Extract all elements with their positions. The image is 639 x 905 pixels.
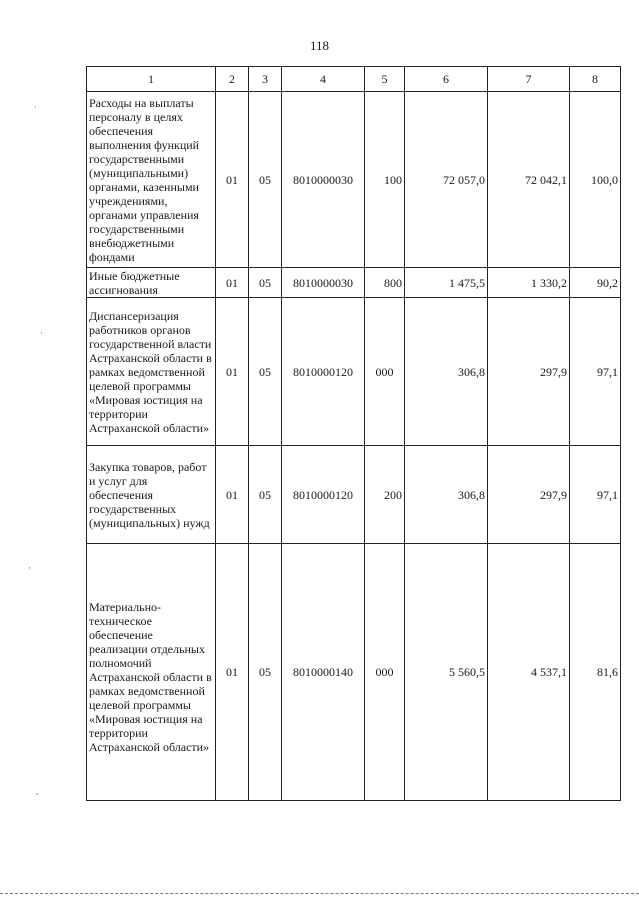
row-expense-type: 100 — [365, 92, 405, 268]
row-description: Расходы на выплаты персоналу в целях обеспечения выполнения функций государственными (муниципальными) органами, казенными учреждениями, органами управления государственными внебюджетными фондами — [87, 92, 216, 268]
row-subsection: 05 — [249, 268, 282, 298]
row-executed: 297,9 — [488, 298, 570, 446]
row-percent: 97,1 — [570, 446, 621, 544]
row-target-article: 8010000030 — [282, 268, 365, 298]
row-target-article: 8010000030 — [282, 92, 365, 268]
scan-speck: , — [36, 786, 39, 796]
row-description: Иные бюджетные ассигнования — [87, 268, 216, 298]
row-section: 01 — [216, 446, 249, 544]
scan-speck: · — [40, 328, 43, 338]
row-subsection: 05 — [249, 446, 282, 544]
row-expense-type: 200 — [365, 446, 405, 544]
row-executed: 297,9 — [488, 446, 570, 544]
bottom-scan-edge — [0, 893, 639, 894]
table-row — [87, 544, 621, 801]
row-description: Материально-техническое обеспечение реализации отдельных полномочий Астраханской области в рамках ведомственной целевой программы «Мировая юстиция на территории Астраханской области» — [87, 544, 216, 801]
row-subsection: 05 — [249, 544, 282, 801]
row-expense-type: 000 — [365, 298, 405, 446]
header-cell-8: 8 — [570, 67, 621, 92]
row-executed: 4 537,1 — [488, 544, 570, 801]
row-planned: 72 057,0 — [405, 92, 488, 268]
row-section: 01 — [216, 544, 249, 801]
header-row — [87, 67, 621, 92]
header-cell-6: 6 — [405, 67, 488, 92]
budget-table — [86, 66, 621, 801]
row-planned: 1 475,5 — [405, 268, 488, 298]
row-description: Диспансеризация работников органов государственной власти Астраханской области в рамках ведомственной целевой программы «Мировая юстиция на территории Астраханской области» — [87, 298, 216, 446]
header-cell-7: 7 — [488, 67, 570, 92]
header-cell-3: 3 — [249, 67, 282, 92]
row-section: 01 — [216, 268, 249, 298]
row-percent: 100,0 — [570, 92, 621, 268]
header-cell-5: 5 — [365, 67, 405, 92]
row-target-article: 8010000120 — [282, 298, 365, 446]
row-planned: 306,8 — [405, 446, 488, 544]
row-executed: 1 330,2 — [488, 268, 570, 298]
row-expense-type: 000 — [365, 544, 405, 801]
row-target-article: 8010000140 — [282, 544, 365, 801]
row-section: 01 — [216, 92, 249, 268]
scan-speck: · — [34, 102, 37, 112]
row-expense-type: 800 — [365, 268, 405, 298]
row-planned: 5 560,5 — [405, 544, 488, 801]
row-section: 01 — [216, 298, 249, 446]
row-percent: 97,1 — [570, 298, 621, 446]
header-cell-2: 2 — [216, 67, 249, 92]
row-executed: 72 042,1 — [488, 92, 570, 268]
row-target-article: 8010000120 — [282, 446, 365, 544]
header-cell-4: 4 — [282, 67, 365, 92]
table-row — [87, 298, 621, 446]
scan-speck: · — [28, 563, 31, 573]
row-subsection: 05 — [249, 298, 282, 446]
table-row — [87, 446, 621, 544]
row-planned: 306,8 — [405, 298, 488, 446]
row-percent: 90,2 — [570, 268, 621, 298]
header-cell-1: 1 — [87, 67, 216, 92]
row-subsection: 05 — [249, 92, 282, 268]
table-row — [87, 268, 621, 298]
row-percent: 81,6 — [570, 544, 621, 801]
row-description: Закупка товаров, работ и услуг для обеспечения государственных (муниципальных) нужд — [87, 446, 216, 544]
table-row — [87, 92, 621, 268]
page-number: 118 — [309, 38, 330, 53]
